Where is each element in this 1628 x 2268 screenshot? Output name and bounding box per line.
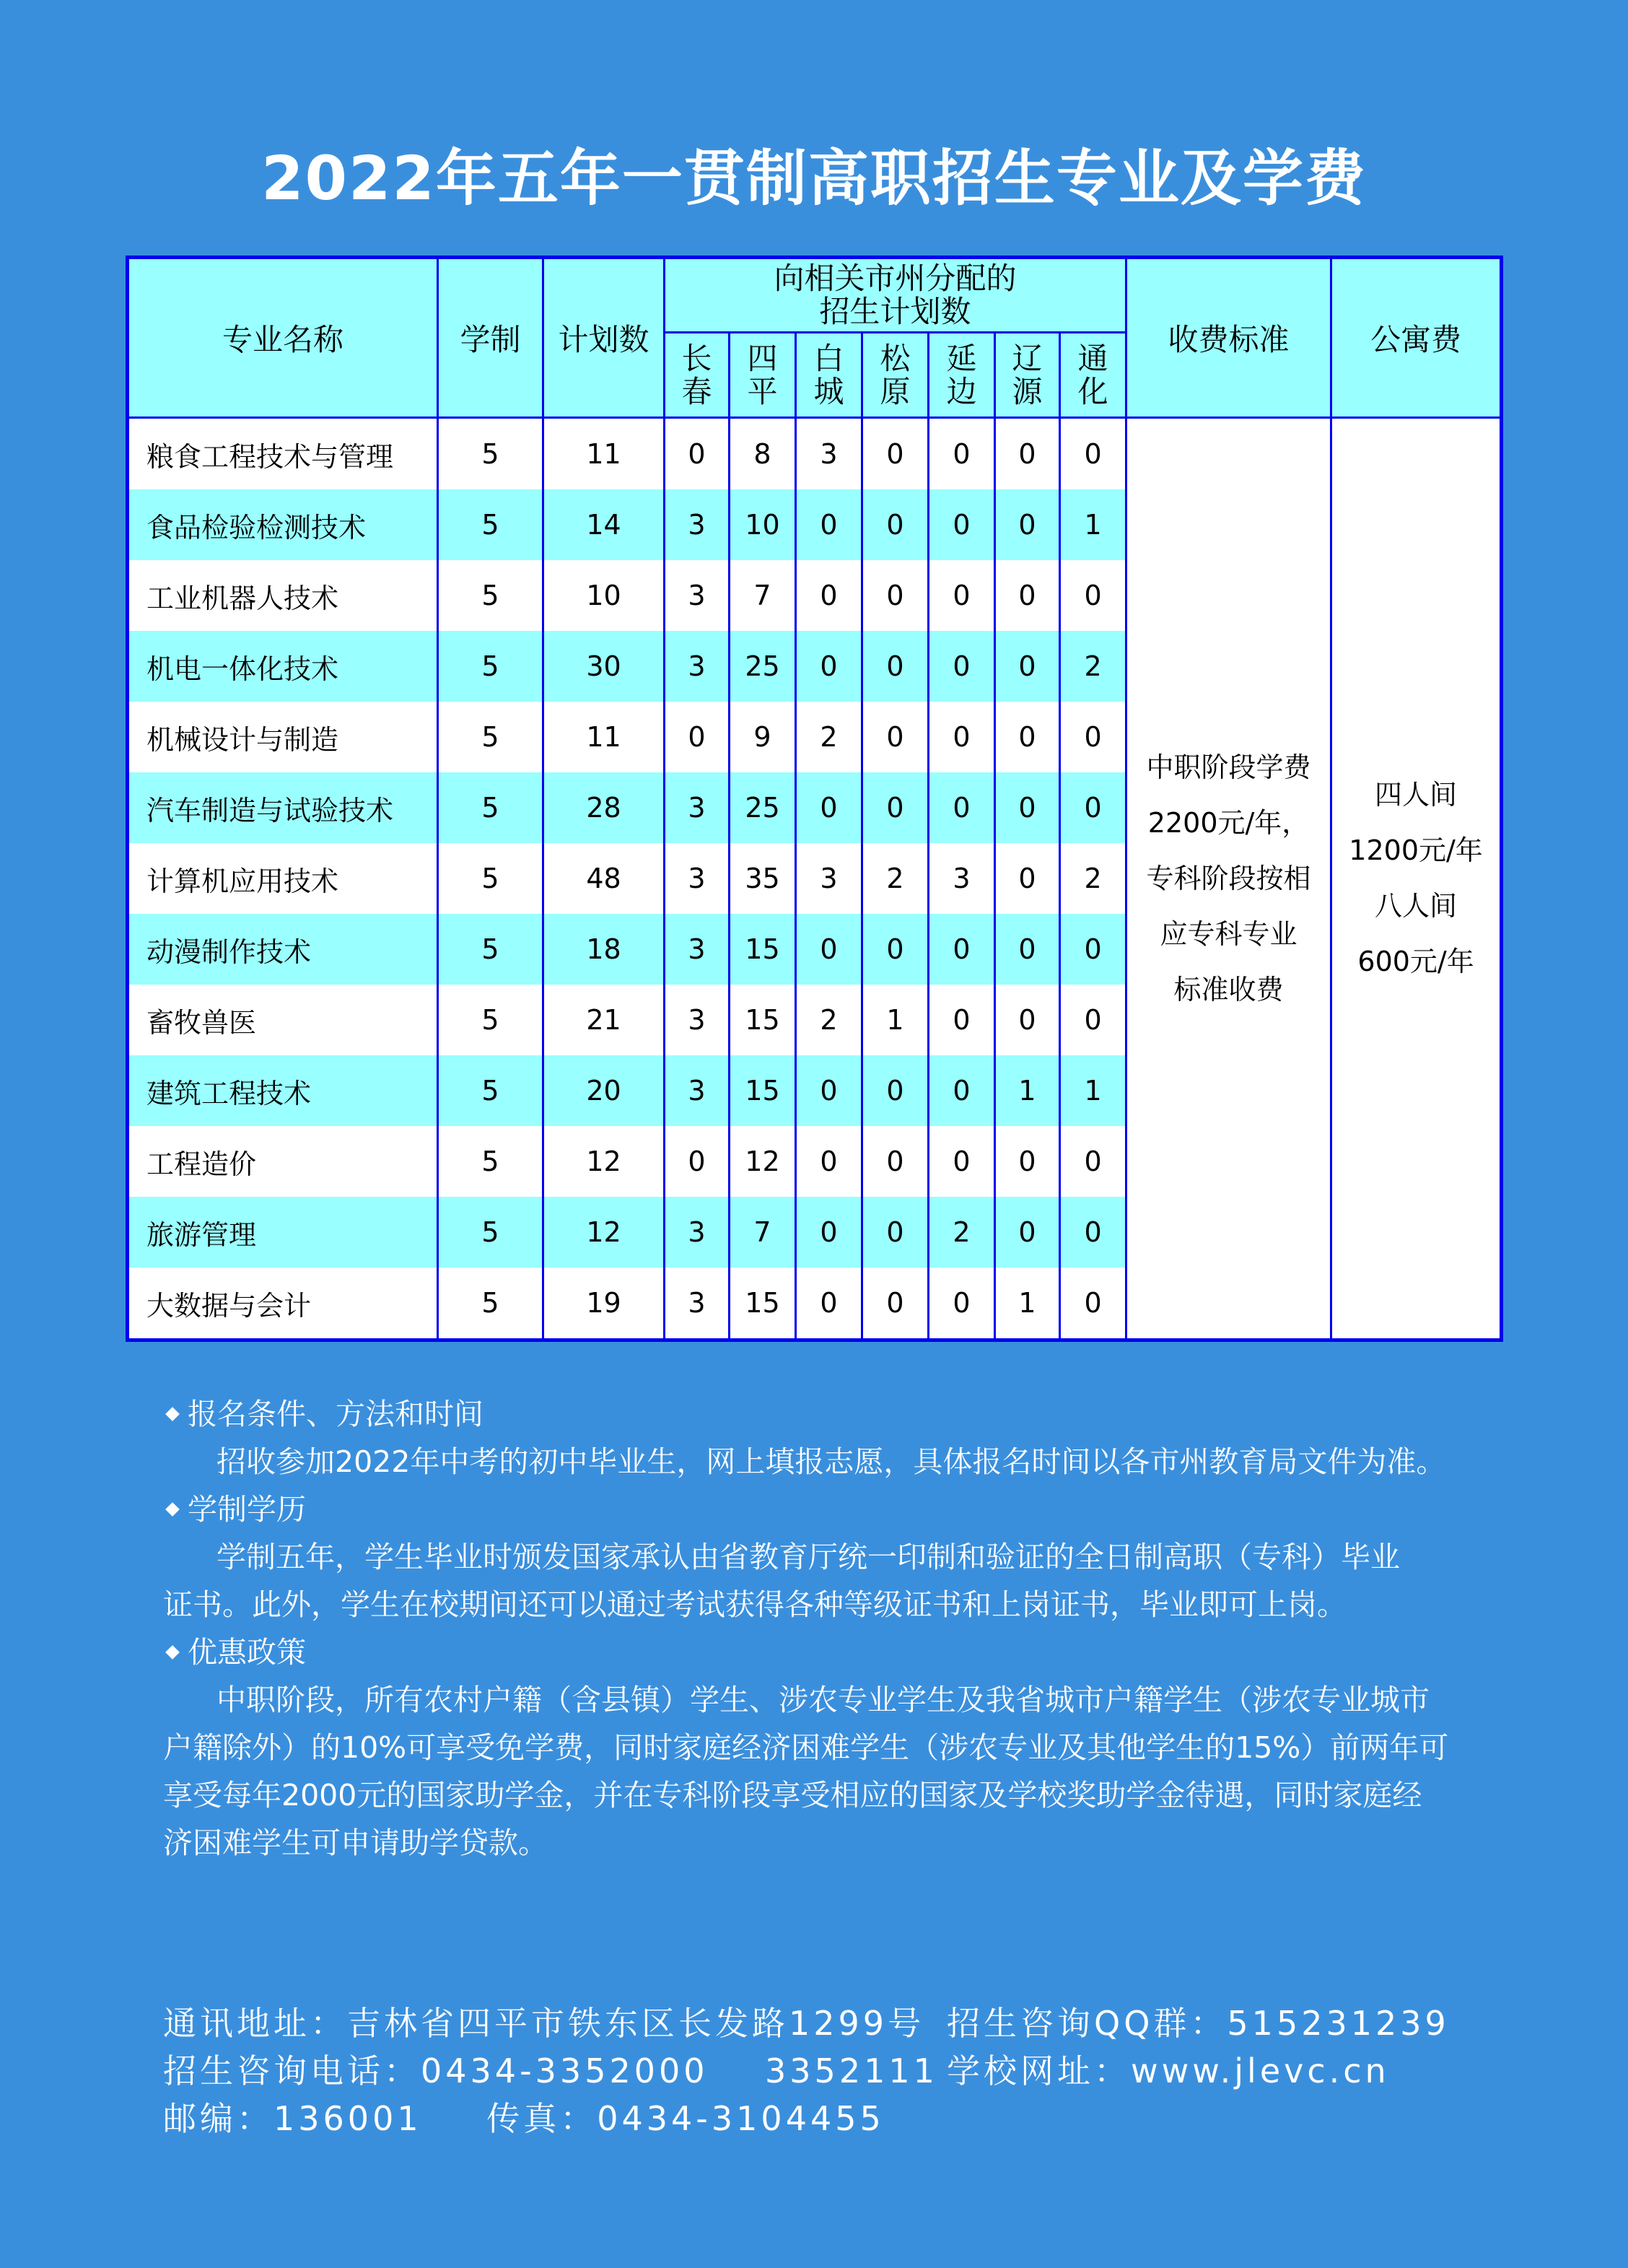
city-count-cell: 1	[1060, 489, 1126, 560]
contact-footer	[163, 1999, 1450, 2142]
city-count-cell: 0	[796, 560, 862, 631]
city-count-cell: 0	[1060, 985, 1126, 1055]
fax: 传真：0434-3104455	[486, 2099, 885, 2138]
city-count-cell: 0	[1060, 418, 1126, 490]
years-cell: 5	[438, 772, 543, 843]
city-count-cell: 0	[929, 772, 995, 843]
city-count-cell: 0	[796, 489, 862, 560]
notes-section	[163, 1390, 1476, 1867]
years-cell: 5	[438, 631, 543, 702]
header-city	[796, 333, 862, 418]
note-heading	[163, 1628, 1476, 1676]
years-cell: 5	[438, 1197, 543, 1268]
note-line: 招收参加2022年中考的初中毕业生，网上填报志愿，具体报名时间以各市州教育局文件为准。	[216, 1444, 1446, 1479]
city-count-cell: 3	[665, 489, 730, 560]
major-name: 机电一体化技术	[128, 631, 438, 702]
fee-line: 应专科专业	[1160, 917, 1297, 950]
city-count-cell: 1	[862, 985, 929, 1055]
header-city-bottom: 城	[813, 373, 844, 409]
years-cell: 5	[438, 702, 543, 772]
major-name: 汽车制造与试验技术	[128, 772, 438, 843]
header-years: 学制	[438, 258, 543, 418]
city-count-cell: 7	[730, 560, 796, 631]
years-cell: 5	[438, 560, 543, 631]
major-name: 工程造价	[128, 1126, 438, 1197]
years-cell: 5	[438, 985, 543, 1055]
city-count-cell: 0	[995, 914, 1060, 985]
city-count-cell: 25	[730, 772, 796, 843]
city-count-cell: 3	[665, 985, 730, 1055]
header-distribution-line1: 向相关市州分配的	[774, 261, 1017, 296]
city-count-cell: 0	[929, 702, 995, 772]
dorm-line: 四人间	[1375, 779, 1458, 811]
diamond-bullet-icon	[165, 1502, 180, 1517]
city-count-cell: 0	[929, 1126, 995, 1197]
city-count-cell: 0	[862, 772, 929, 843]
header-distribution-line2: 招生计划数	[819, 294, 971, 329]
fee-standard-cell	[1126, 418, 1331, 1340]
city-count-cell: 0	[796, 1055, 862, 1126]
city-count-cell: 35	[730, 843, 796, 914]
city-count-cell: 12	[730, 1126, 796, 1197]
city-count-cell: 0	[862, 631, 929, 702]
city-count-cell: 0	[995, 985, 1060, 1055]
city-count-cell: 2	[1060, 843, 1126, 914]
city-count-cell: 2	[929, 1197, 995, 1268]
city-count-cell: 8	[730, 418, 796, 490]
city-count-cell: 0	[796, 772, 862, 843]
note-line: 济困难学生可申请助学贷款。	[163, 1826, 548, 1860]
header-city	[1060, 333, 1126, 418]
city-count-cell: 0	[929, 1055, 995, 1126]
header-city-top: 辽	[1012, 340, 1043, 376]
city-count-cell: 0	[1060, 1126, 1126, 1197]
header-city-top: 白	[813, 340, 844, 376]
city-count-cell: 0	[796, 1126, 862, 1197]
city-count-cell: 0	[995, 1197, 1060, 1268]
city-count-cell: 3	[665, 843, 730, 914]
major-name: 食品检验检测技术	[128, 489, 438, 560]
city-count-cell: 0	[1060, 1197, 1126, 1268]
plan-cell: 11	[543, 418, 665, 490]
plan-cell: 11	[543, 702, 665, 772]
fee-line: 2200元/年，	[1147, 806, 1310, 839]
years-cell: 5	[438, 1268, 543, 1340]
city-count-cell: 10	[730, 489, 796, 560]
city-count-cell: 0	[929, 418, 995, 490]
city-count-cell: 3	[665, 631, 730, 702]
city-count-cell: 0	[862, 489, 929, 560]
city-count-cell: 3	[665, 1055, 730, 1126]
plan-cell: 19	[543, 1268, 665, 1340]
city-count-cell: 0	[665, 702, 730, 772]
diamond-bullet-icon	[165, 1645, 180, 1659]
note-heading-text: 学制学历	[188, 1492, 306, 1527]
note-heading	[163, 1486, 1476, 1533]
header-city	[995, 333, 1060, 418]
city-count-cell: 0	[1060, 702, 1126, 772]
note-heading-text: 报名条件、方法和时间	[188, 1397, 483, 1431]
plan-cell: 28	[543, 772, 665, 843]
header-city-bottom: 边	[946, 373, 977, 409]
city-count-cell: 2	[862, 843, 929, 914]
city-count-cell: 0	[862, 914, 929, 985]
address: 通讯地址：吉林省四平市铁东区长发路1299号	[163, 2004, 925, 2043]
city-count-cell: 0	[929, 560, 995, 631]
city-count-cell: 0	[796, 1197, 862, 1268]
page-title: 2022年五年一贯制高职招生专业及学费	[261, 143, 1367, 214]
header-city	[929, 333, 995, 418]
city-count-cell: 0	[796, 1268, 862, 1340]
header-city-top: 延	[946, 340, 977, 376]
header-major-name: 专业名称	[128, 258, 438, 418]
city-count-cell: 3	[796, 843, 862, 914]
header-city	[862, 333, 929, 418]
city-count-cell: 0	[862, 1055, 929, 1126]
city-count-cell: 15	[730, 1268, 796, 1340]
header-city	[730, 333, 796, 418]
dorm-line: 八人间	[1375, 890, 1458, 922]
header-plan: 计划数	[543, 258, 665, 418]
years-cell: 5	[438, 489, 543, 560]
city-count-cell: 0	[995, 631, 1060, 702]
city-count-cell: 15	[730, 914, 796, 985]
city-count-cell: 0	[995, 560, 1060, 631]
major-name: 畜牧兽医	[128, 985, 438, 1055]
major-name: 工业机器人技术	[128, 560, 438, 631]
fee-line: 中职阶段学费	[1146, 751, 1311, 783]
city-count-cell: 0	[796, 914, 862, 985]
header-distribution	[665, 258, 1126, 333]
note-line: 证书。此外，学生在校期间还可以通过考试获得各种等级证书和上岗证书，毕业即可上岗。	[163, 1587, 1347, 1622]
years-cell: 5	[438, 1126, 543, 1197]
plan-cell: 48	[543, 843, 665, 914]
major-name: 粮食工程技术与管理	[128, 418, 438, 490]
major-name: 动漫制作技术	[128, 914, 438, 985]
note-line: 享受每年2000元的国家助学金，并在专科阶段享受相应的国家及学校奖助学金待遇，同时家庭经	[163, 1778, 1422, 1813]
city-count-cell: 0	[995, 702, 1060, 772]
postcode: 邮编：136001	[163, 2099, 422, 2138]
years-cell: 5	[438, 418, 543, 490]
header-city-bottom: 原	[880, 373, 911, 409]
header-city-bottom: 源	[1012, 373, 1043, 409]
city-count-cell: 0	[862, 1126, 929, 1197]
city-count-cell: 0	[862, 1268, 929, 1340]
dorm-line: 600元/年	[1357, 946, 1474, 977]
qq-group: 招生咨询QQ群：515231239	[947, 2004, 1450, 2043]
dorm-line: 1200元/年	[1349, 834, 1483, 866]
city-count-cell: 0	[665, 418, 730, 490]
header-city-top: 长	[681, 340, 712, 376]
city-count-cell: 15	[730, 1055, 796, 1126]
years-cell: 5	[438, 914, 543, 985]
city-count-cell: 9	[730, 702, 796, 772]
note-line: 中职阶段，所有农村户籍（含县镇）学生、涉农专业学生及我省城市户籍学生（涉农专业城市	[216, 1683, 1430, 1717]
note-line: 户籍除外）的10%可享受免学费，同时家庭经济困难学生（涉农专业及其他学生的15%）前两年可	[163, 1730, 1449, 1765]
major-name: 大数据与会计	[128, 1268, 438, 1340]
header-city	[665, 333, 730, 418]
city-count-cell: 0	[1060, 1268, 1126, 1340]
city-count-cell: 0	[995, 843, 1060, 914]
city-count-cell: 2	[1060, 631, 1126, 702]
city-count-cell: 1	[1060, 1055, 1126, 1126]
years-cell: 5	[438, 843, 543, 914]
dorm-fee-cell	[1331, 418, 1502, 1340]
city-count-cell: 0	[665, 1126, 730, 1197]
diamond-bullet-icon	[165, 1407, 180, 1421]
fee-line: 标准收费	[1173, 973, 1284, 1006]
major-name: 机械设计与制造	[128, 702, 438, 772]
city-count-cell: 3	[665, 1197, 730, 1268]
plan-cell: 12	[543, 1126, 665, 1197]
city-count-cell: 0	[1060, 560, 1126, 631]
city-count-cell: 3	[796, 418, 862, 490]
city-count-cell: 25	[730, 631, 796, 702]
note-heading	[163, 1390, 1476, 1438]
note-line: 学制五年，学生毕业时颁发国家承认由省教育厅统一印制和验证的全日制高职（专科）毕业	[216, 1540, 1400, 1574]
plan-cell: 14	[543, 489, 665, 560]
city-count-cell: 0	[796, 631, 862, 702]
header-city-bottom: 平	[747, 373, 778, 409]
enrollment-table	[126, 256, 1503, 1342]
city-count-cell: 0	[862, 560, 929, 631]
city-count-cell: 0	[995, 772, 1060, 843]
years-cell: 5	[438, 1055, 543, 1126]
city-count-cell: 0	[929, 985, 995, 1055]
major-name: 建筑工程技术	[128, 1055, 438, 1126]
plan-cell: 20	[543, 1055, 665, 1126]
city-count-cell: 0	[862, 702, 929, 772]
city-count-cell: 2	[796, 702, 862, 772]
fee-line: 专科阶段按相	[1146, 862, 1311, 894]
city-count-cell: 3	[665, 560, 730, 631]
header-fee: 收费标准	[1126, 258, 1331, 418]
phone: 招生咨询电话：0434-3352000 3352111	[163, 2051, 938, 2090]
city-count-cell: 0	[862, 1197, 929, 1268]
city-count-cell: 0	[929, 1268, 995, 1340]
city-count-cell: 0	[1060, 772, 1126, 843]
header-city-top: 松	[880, 340, 911, 376]
plan-cell: 30	[543, 631, 665, 702]
website: 学校网址：www.jlevc.cn	[947, 2051, 1390, 2090]
city-count-cell: 0	[862, 418, 929, 490]
city-count-cell: 0	[995, 1126, 1060, 1197]
major-name: 计算机应用技术	[128, 843, 438, 914]
plan-cell: 21	[543, 985, 665, 1055]
city-count-cell: 2	[796, 985, 862, 1055]
plan-cell: 10	[543, 560, 665, 631]
plan-cell: 12	[543, 1197, 665, 1268]
city-count-cell: 3	[665, 772, 730, 843]
city-count-cell: 15	[730, 985, 796, 1055]
major-name: 旅游管理	[128, 1197, 438, 1268]
city-count-cell: 0	[929, 631, 995, 702]
header-city-bottom: 化	[1077, 373, 1108, 409]
city-count-cell: 1	[995, 1055, 1060, 1126]
city-count-cell: 0	[1060, 914, 1126, 985]
city-count-cell: 0	[929, 914, 995, 985]
header-city-bottom: 春	[681, 373, 712, 409]
header-city-top: 四	[747, 340, 778, 376]
table-row	[128, 418, 1502, 490]
city-count-cell: 3	[665, 1268, 730, 1340]
city-count-cell: 7	[730, 1197, 796, 1268]
header-city-top: 通	[1077, 340, 1108, 376]
city-count-cell: 0	[929, 489, 995, 560]
city-count-cell: 1	[995, 1268, 1060, 1340]
plan-cell: 18	[543, 914, 665, 985]
note-heading-text: 优惠政策	[188, 1635, 306, 1670]
city-count-cell: 3	[929, 843, 995, 914]
city-count-cell: 0	[995, 418, 1060, 490]
header-dorm: 公寓费	[1331, 258, 1502, 418]
city-count-cell: 0	[995, 489, 1060, 560]
city-count-cell: 3	[665, 914, 730, 985]
